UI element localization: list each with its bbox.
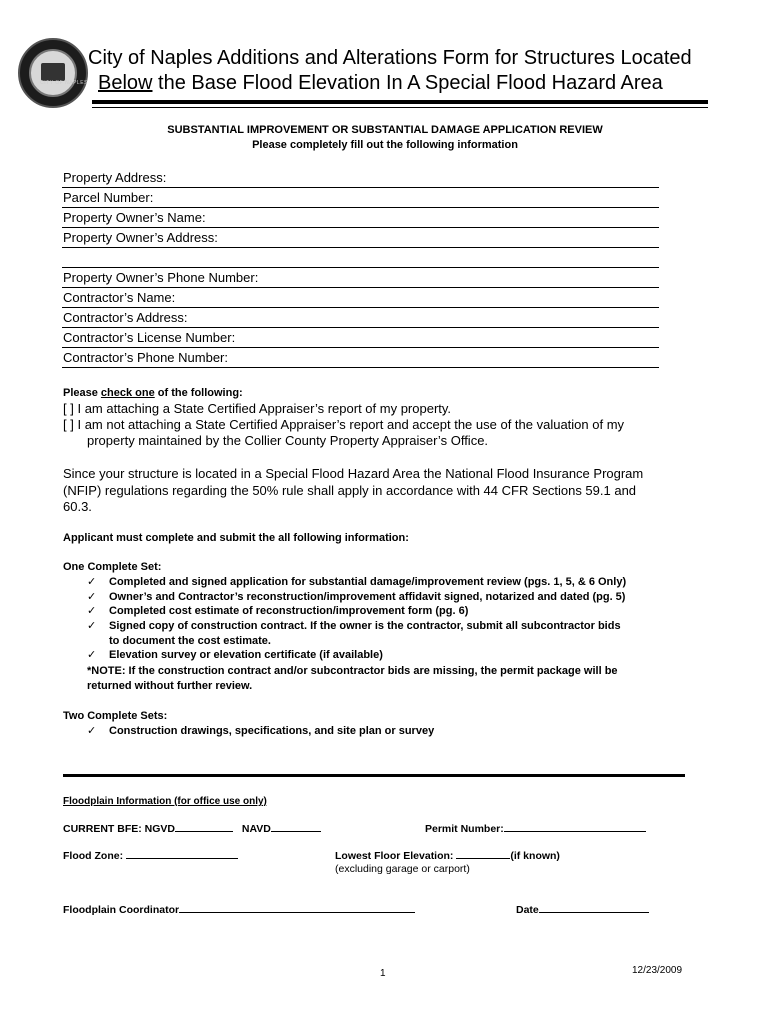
one-set-heading: One Complete Set:: [63, 561, 162, 573]
requirement-item-2: [87, 590, 625, 605]
option-1-checkbox[interactable]: [ ]: [63, 401, 74, 416]
title-rule-thin: [92, 107, 708, 108]
lowest-floor-input[interactable]: [456, 848, 510, 859]
title-line-2-rest: the Base Flood Elevation In A Special Flood Hazard Area: [152, 72, 663, 94]
contractor-address-field[interactable]: Contractor’s Address:: [62, 308, 659, 328]
title-line-1: City of Naples Additions and Alterations Form for Structures Located: [88, 47, 692, 69]
permit-number-label: Permit Number:: [425, 823, 504, 835]
check-icon: ✓: [87, 591, 97, 603]
option-1-label: I am attaching a State Certified Appraiser’s report of my property.: [77, 401, 452, 416]
requirement-item-4: [87, 619, 621, 634]
two-sets-heading: Two Complete Sets:: [63, 710, 168, 722]
date-row: [516, 902, 649, 918]
title-line-2: [88, 71, 728, 96]
option-2-label-line-1: I am not attaching a State Certified Appraiser’s report and accept the use of the valuation of my: [77, 417, 625, 432]
check-icon: ✓: [87, 620, 97, 632]
owner-address-line-2-field[interactable]: [62, 248, 659, 268]
bfe-ngvd-label: CURRENT BFE: NGVD: [63, 823, 175, 835]
nfip-line-2: (NFIP) regulations regarding the 50% rule shall apply in accordance with 44 CFR Sections 59.1 and: [63, 483, 637, 498]
page-number: 1: [380, 968, 386, 979]
option-county-valuation: [63, 417, 624, 433]
date-label: Date: [516, 904, 539, 916]
if-known-label: (if known): [510, 850, 560, 862]
check-one-pre: Please: [63, 387, 101, 399]
contractor-phone-field[interactable]: Contractor’s Phone Number:: [62, 348, 659, 368]
requirement-item-4-text: Signed copy of construction contract. If the owner is the contractor, submit all subcontractor bids: [109, 620, 621, 632]
subheading-line-2: Please completely fill out the following information: [252, 139, 518, 151]
parcel-number-field[interactable]: Parcel Number:: [62, 188, 659, 208]
check-icon: ✓: [87, 725, 97, 737]
nfip-line-1: Since your structure is located in a Special Flood Hazard Area the National Flood Insurance Program: [63, 466, 644, 481]
nfip-line-3: 60.3.: [63, 499, 92, 514]
flood-zone-label: Flood Zone:: [63, 850, 126, 862]
page-title: [88, 46, 728, 96]
option-appraiser-report: [63, 401, 451, 417]
permit-number-input[interactable]: [504, 821, 646, 832]
check-icon: ✓: [87, 605, 97, 617]
date-input[interactable]: [539, 902, 649, 913]
contractor-license-field[interactable]: Contractor’s License Number:: [62, 328, 659, 348]
seal-text: CITY OF NAPLES: [40, 80, 88, 86]
requirement-item-1: [87, 575, 626, 590]
navd-input[interactable]: [271, 821, 321, 832]
requirements-heading: Applicant must complete and submit the all following information:: [63, 532, 409, 544]
seal-emblem: [29, 49, 88, 97]
requirement-item-5-text: Elevation survey or elevation certificate (if available): [109, 649, 383, 661]
owner-phone-field[interactable]: Property Owner’s Phone Number:: [62, 268, 659, 288]
navd-label: NAVD: [241, 823, 271, 835]
section-divider: [63, 774, 685, 777]
excluding-note: (excluding garage or carport): [335, 863, 470, 875]
owner-address-field[interactable]: Property Owner’s Address:: [62, 228, 659, 248]
requirement-item-3: [87, 604, 468, 619]
flood-zone-row: [63, 848, 238, 864]
lowest-floor-row: [335, 848, 560, 864]
office-use-heading: Floodplain Information (for office use only): [63, 796, 267, 807]
coordinator-label: Floodplain Coordinator: [63, 904, 180, 916]
requirement-item-5: [87, 648, 383, 663]
check-icon: ✓: [87, 576, 97, 588]
note-line-2: returned without further review.: [87, 680, 253, 692]
coordinator-row: [63, 902, 415, 918]
requirement-item-1-text: Completed and signed application for substantial damage/improvement review (pgs. 1, 5, & 6 Only): [109, 576, 627, 588]
property-address-field[interactable]: Property Address:: [62, 168, 659, 188]
bfe-row: [63, 821, 321, 837]
seal-building-icon: [41, 63, 65, 81]
permit-row: [425, 821, 646, 837]
city-seal-logo: [18, 38, 88, 108]
lowest-floor-label: Lowest Floor Elevation:: [335, 850, 457, 862]
requirement-item-4-cont: to document the cost estimate.: [109, 635, 271, 647]
check-one-underlined: check one: [100, 387, 155, 399]
two-sets-item: [87, 724, 434, 739]
check-one-post: of the following:: [154, 387, 243, 399]
option-2-label-line-2: property maintained by the Collier County Property Appraiser’s Office.: [87, 433, 489, 448]
coordinator-input[interactable]: [179, 902, 415, 913]
revision-date: 12/23/2009: [632, 965, 683, 976]
title-below-underlined: Below: [98, 72, 153, 94]
two-sets-item-text: Construction drawings, specifications, and site plan or survey: [109, 725, 435, 737]
requirement-item-2-text: Owner’s and Contractor’s reconstruction/improvement affidavit signed, notarized and dated (pg. 5): [109, 591, 626, 603]
subheading-line-1: SUBSTANTIAL IMPROVEMENT OR SUBSTANTIAL DAMAGE APPLICATION REVIEW: [167, 124, 603, 136]
title-rule-thick: [92, 100, 708, 104]
flood-zone-input[interactable]: [126, 848, 238, 859]
contractor-name-field[interactable]: Contractor’s Name:: [62, 288, 659, 308]
owner-name-field[interactable]: Property Owner’s Name:: [62, 208, 659, 228]
option-2-checkbox[interactable]: [ ]: [63, 417, 74, 432]
bfe-ngvd-input[interactable]: [175, 821, 233, 832]
note-line-1: *NOTE: If the construction contract and/or subcontractor bids are missing, the permit package will be: [87, 665, 618, 677]
requirement-item-3-text: Completed cost estimate of reconstruction/improvement form (pg. 6): [109, 605, 469, 617]
check-icon: ✓: [87, 649, 97, 661]
check-one-instruction: [63, 386, 243, 401]
